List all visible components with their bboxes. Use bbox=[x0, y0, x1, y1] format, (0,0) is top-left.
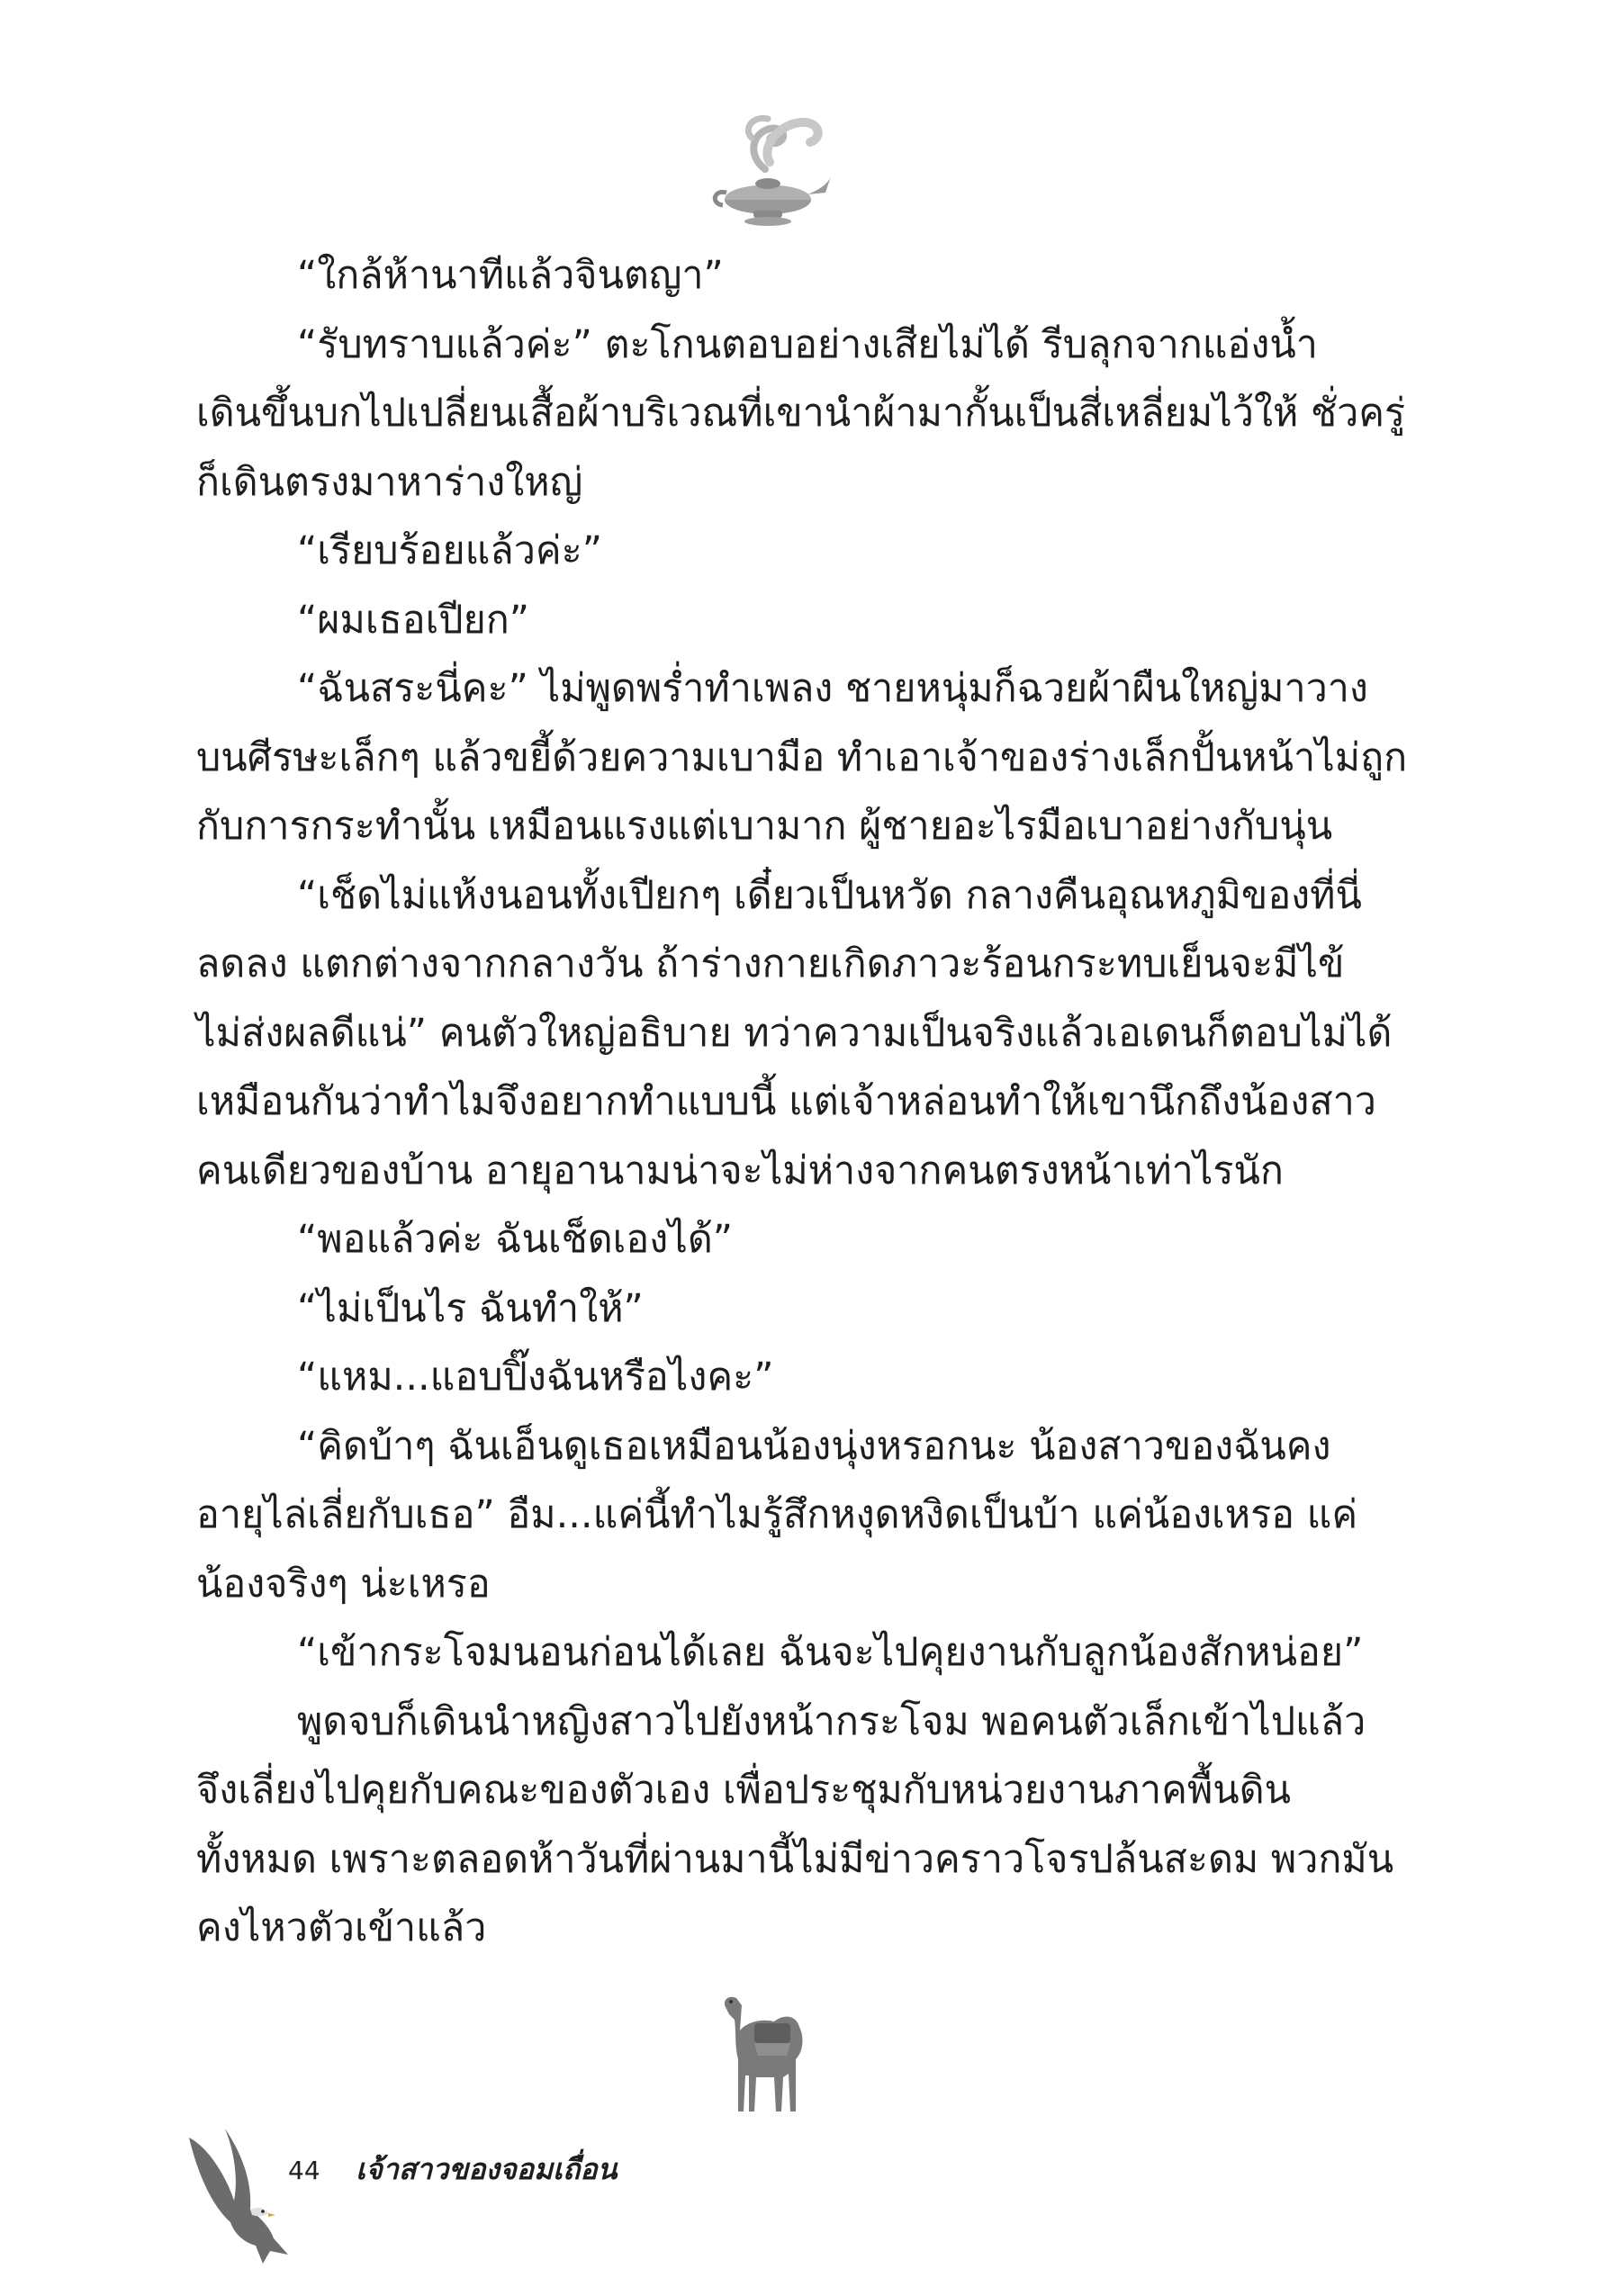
text-line: อายุไล่เลี่ยกับเธอ” อืม...แค่นี้ทำไมรู้สึกหงุดหงิดเป็นบ้า แค่น้องเหรอ แค่ bbox=[196, 1492, 1358, 1537]
page-footer bbox=[288, 2151, 618, 2189]
text-line: คงไหวตัวเข้าแล้ว bbox=[196, 1905, 487, 1950]
text-line: “รับทราบแล้วค่ะ” ตะโกนตอบอย่างเสียไม่ได้ รีบลุกจากแอ่งน้ำ bbox=[297, 321, 1318, 367]
book-title: เจ้าสาวของจอมเถื่อน bbox=[356, 2152, 618, 2186]
text-line: “ใกล้ห้านาทีแล้วจินตญา” bbox=[297, 253, 724, 298]
text-line: กับการกระทำนั้น เหมือนแรงแต่เบามาก ผู้ชายอะไรมือเบาอย่างกับนุ่น bbox=[196, 804, 1333, 849]
magic-lamp-icon bbox=[698, 106, 833, 232]
text-line: คนเดียวของบ้าน อายุอานามน่าจะไม่ห่างจากคนตรงหน้าเท่าไรนัก bbox=[196, 1148, 1284, 1193]
text-line: ก็เดินตรงมาหาร่างใหญ่ bbox=[196, 459, 583, 505]
text-line: จึงเลี่ยงไปคุยกับคณะของตัวเอง เพื่อประชุมกับหน่วยงานภาคพื้นดิน bbox=[196, 1768, 1292, 1813]
body-text bbox=[196, 241, 1408, 1963]
text-line: “แหม...แอบปิ๊งฉันหรือไงคะ” bbox=[297, 1355, 774, 1400]
text-line: ทั้งหมด เพราะตลอดห้าวันที่ผ่านมานี้ไม่มีข่าวคราวโจรปล้นสะดม พวกมัน bbox=[196, 1836, 1394, 1882]
text-line: เหมือนกันว่าทำไมจึงอยากทำแบบนี้ แต่เจ้าหล่อนทำให้เขานึกถึงน้องสาว bbox=[196, 1079, 1376, 1124]
text-line: ลดลง แตกต่างจากกลางวัน ถ้าร่างกายเกิดภาวะร้อนกระทบเย็นจะมีไข้ bbox=[196, 941, 1345, 986]
text-line: “เข้ากระโจมนอนก่อนได้เลย ฉันจะไปคุยงานกับลูกน้องสักหน่อย” bbox=[297, 1630, 1364, 1675]
text-line: “ฉันสระนี่คะ” ไม่พูดพร่ำทำเพลง ชายหนุ่มก็ฉวยผ้าผืนใหญ่มาวาง bbox=[297, 666, 1368, 711]
text-line: “คิดบ้าๆ ฉันเอ็นดูเธอเหมือนน้องนุ่งหรอกนะ น้องสาวของฉันคง bbox=[297, 1423, 1331, 1469]
text-line: พูดจบก็เดินนำหญิงสาวไปยังหน้ากระโจม พอคนตัวเล็กเข้าไปแล้ว bbox=[297, 1698, 1366, 1744]
text-line: “ผมเธอเปียก” bbox=[297, 597, 530, 643]
text-line: “เรียบร้อยแล้วค่ะ” bbox=[297, 528, 603, 573]
text-line: “พอแล้วค่ะ ฉันเช็ดเองได้” bbox=[297, 1217, 734, 1262]
text-line: ไม่ส่งผลดีแน่” คนตัวใหญ่อธิบาย ทว่าความเป็นจริงแล้วเอเดนก็ตอบไม่ได้ bbox=[196, 1010, 1393, 1056]
text-line: “ไม่เป็นไร ฉันทำให้” bbox=[297, 1285, 644, 1331]
text-line: บนศีรษะเล็กๆ แล้วขยี้ด้วยความเบามือ ทำเอาเจ้าของร่างเล็กปั้นหน้าไม่ถูก bbox=[196, 734, 1408, 780]
page-number: 44 bbox=[288, 2156, 320, 2185]
eagle-icon bbox=[180, 2120, 297, 2268]
text-line: “เช็ดไม่แห้งนอนทั้งเปียกๆ เดี๋ยวเป็นหวัด กลางคืนอุณหภูมิของที่นี่ bbox=[297, 872, 1362, 918]
camel-icon bbox=[709, 1987, 817, 2122]
text-line: น้องจริงๆ น่ะเหรอ bbox=[196, 1561, 491, 1607]
text-line: เดินขึ้นบกไปเปลี่ยนเสื้อผ้าบริเวณที่เขานำผ้ามากั้นเป็นสี่เหลี่ยมไว้ให้ ชั่วครู่ bbox=[196, 391, 1406, 436]
